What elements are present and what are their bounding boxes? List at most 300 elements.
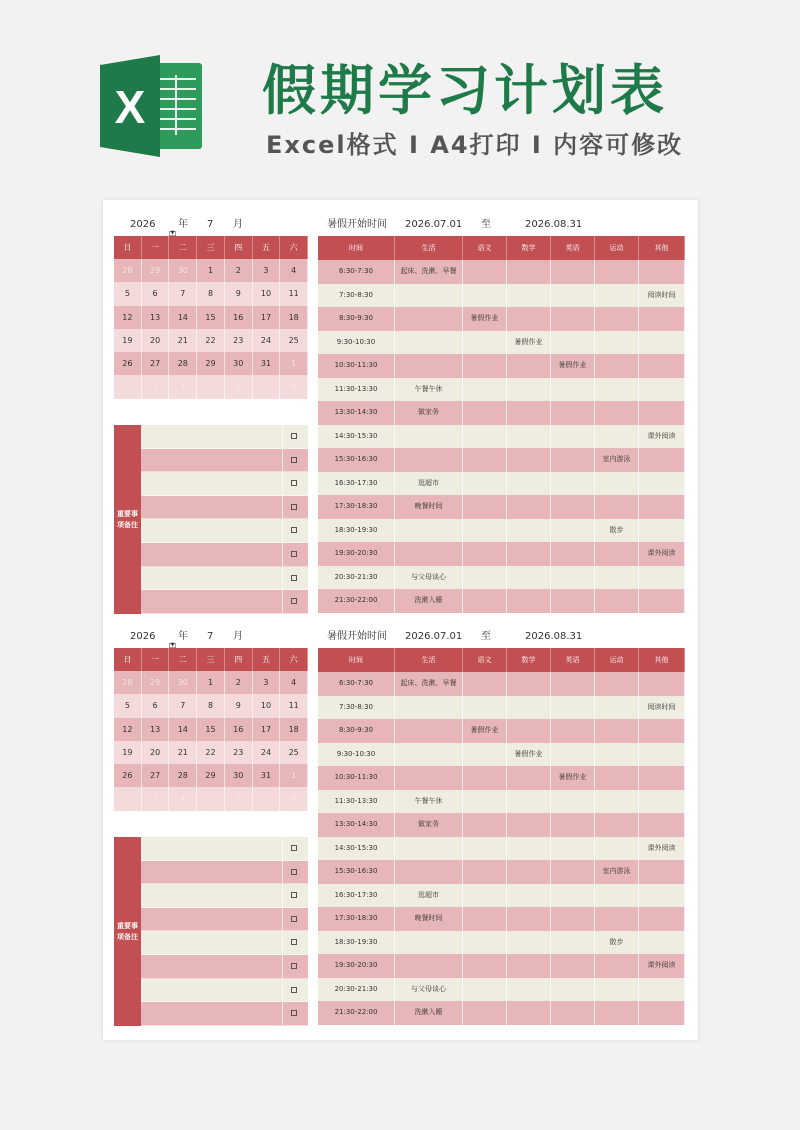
schedule-cell[interactable] (595, 790, 639, 814)
calendar-day[interactable]: 5 (197, 375, 225, 398)
schedule-cell[interactable]: 起床、洗漱、早餐 (395, 260, 463, 284)
calendar-day[interactable]: 31 (253, 764, 281, 787)
calendar-day[interactable]: 19 (114, 741, 142, 764)
calendar-day[interactable]: 1 (280, 352, 308, 375)
schedule-cell[interactable]: 室内游泳 (595, 448, 639, 472)
start-date[interactable]: 2026.07.01 (405, 631, 463, 642)
schedule-time-cell[interactable]: 20:30-21:30 (318, 566, 395, 590)
schedule-cell[interactable] (551, 837, 595, 861)
schedule-cell[interactable] (395, 425, 463, 449)
schedule-cell[interactable] (507, 284, 551, 308)
schedule-cell[interactable] (595, 696, 639, 720)
schedule-time-cell[interactable]: 19:30-20:30 (318, 954, 395, 978)
schedule-cell[interactable] (463, 566, 507, 590)
schedule-cell[interactable] (595, 907, 639, 931)
calendar-day[interactable]: 7 (253, 375, 281, 398)
calendar-day[interactable]: 2 (114, 787, 142, 810)
schedule-cell[interactable] (507, 307, 551, 331)
schedule-cell[interactable] (463, 954, 507, 978)
calendar-day[interactable]: 13 (142, 306, 170, 329)
schedule-cell[interactable] (395, 284, 463, 308)
calendar-day[interactable]: 10 (253, 694, 281, 717)
schedule-cell[interactable] (463, 931, 507, 955)
schedule-cell[interactable] (595, 978, 639, 1002)
schedule-cell[interactable] (395, 519, 463, 543)
schedule-cell[interactable] (463, 907, 507, 931)
calendar-day[interactable]: 25 (280, 329, 308, 352)
schedule-cell[interactable] (639, 719, 685, 743)
schedule-cell[interactable]: 与父母谈心 (395, 978, 463, 1002)
calendar-day[interactable]: 29 (142, 671, 170, 694)
calendar-day[interactable]: 2 (225, 671, 253, 694)
note-row[interactable] (141, 425, 308, 449)
schedule-cell[interactable] (463, 378, 507, 402)
note-row[interactable] (141, 519, 308, 543)
schedule-cell[interactable]: 午餐午休 (395, 790, 463, 814)
calendar-day[interactable]: 16 (225, 718, 253, 741)
schedule-cell[interactable] (507, 954, 551, 978)
note-row[interactable] (141, 590, 308, 614)
schedule-cell[interactable] (551, 860, 595, 884)
note-row[interactable] (141, 496, 308, 520)
schedule-time-cell[interactable]: 9:30-10:30 (318, 743, 395, 767)
schedule-cell[interactable]: 暑假作业 (551, 354, 595, 378)
calendar-day[interactable]: 6 (225, 375, 253, 398)
calendar-day[interactable]: 29 (197, 352, 225, 375)
schedule-time-cell[interactable]: 18:30-19:30 (318, 519, 395, 543)
schedule-cell[interactable] (551, 884, 595, 908)
calendar-day[interactable]: 3 (253, 671, 281, 694)
calendar-day[interactable]: 7 (169, 282, 197, 305)
schedule-cell[interactable] (463, 1001, 507, 1025)
schedule-cell[interactable] (551, 472, 595, 496)
schedule-cell[interactable]: 洗漱入睡 (395, 589, 463, 613)
schedule-cell[interactable] (639, 401, 685, 425)
calendar-day[interactable]: 7 (253, 787, 281, 810)
calendar-day[interactable]: 3 (142, 375, 170, 398)
note-checkbox[interactable] (291, 892, 297, 898)
schedule-cell[interactable] (595, 719, 639, 743)
schedule-cell[interactable] (463, 766, 507, 790)
schedule-time-cell[interactable]: 7:30-8:30 (318, 284, 395, 308)
schedule-cell[interactable] (463, 284, 507, 308)
note-checkbox[interactable] (291, 575, 297, 581)
calendar-day[interactable]: 18 (280, 718, 308, 741)
schedule-cell[interactable] (507, 790, 551, 814)
schedule-cell[interactable]: 室内游泳 (595, 860, 639, 884)
year-value[interactable]: 2026 (130, 631, 156, 642)
schedule-cell[interactable] (507, 978, 551, 1002)
schedule-cell[interactable] (507, 813, 551, 837)
schedule-cell[interactable] (463, 837, 507, 861)
note-row[interactable] (141, 567, 308, 591)
schedule-cell[interactable] (595, 954, 639, 978)
schedule-cell[interactable] (463, 331, 507, 355)
schedule-cell[interactable] (639, 1001, 685, 1025)
schedule-cell[interactable] (507, 719, 551, 743)
calendar-day[interactable]: 20 (142, 329, 170, 352)
note-row[interactable] (141, 543, 308, 567)
schedule-cell[interactable] (463, 978, 507, 1002)
calendar-day[interactable]: 26 (114, 764, 142, 787)
calendar-day[interactable]: 10 (253, 282, 281, 305)
note-checkbox[interactable] (291, 551, 297, 557)
schedule-cell[interactable] (507, 860, 551, 884)
schedule-cell[interactable] (639, 495, 685, 519)
calendar-day[interactable]: 18 (280, 306, 308, 329)
schedule-cell[interactable] (395, 719, 463, 743)
schedule-cell[interactable] (551, 260, 595, 284)
note-checkbox[interactable] (291, 987, 297, 993)
schedule-cell[interactable] (463, 519, 507, 543)
schedule-cell[interactable] (507, 766, 551, 790)
note-checkbox[interactable] (291, 504, 297, 510)
note-row[interactable] (141, 884, 308, 908)
calendar-day[interactable]: 9 (225, 694, 253, 717)
schedule-cell[interactable] (551, 542, 595, 566)
schedule-cell[interactable] (551, 790, 595, 814)
schedule-time-cell[interactable]: 21:30-22:00 (318, 589, 395, 613)
schedule-time-cell[interactable]: 10:30-11:30 (318, 766, 395, 790)
schedule-cell[interactable] (595, 378, 639, 402)
month-value[interactable]: 7 (207, 219, 214, 230)
note-checkbox[interactable] (291, 527, 297, 533)
schedule-cell[interactable]: 暑假作业 (507, 743, 551, 767)
schedule-cell[interactable] (395, 696, 463, 720)
schedule-cell[interactable] (595, 495, 639, 519)
calendar-day[interactable]: 20 (142, 741, 170, 764)
schedule-cell[interactable] (463, 696, 507, 720)
schedule-cell[interactable] (551, 954, 595, 978)
schedule-cell[interactable] (551, 378, 595, 402)
schedule-cell[interactable]: 暑假作业 (463, 307, 507, 331)
schedule-cell[interactable]: 课外阅读 (639, 954, 685, 978)
calendar-day[interactable]: 9 (225, 282, 253, 305)
schedule-time-cell[interactable]: 14:30-15:30 (318, 425, 395, 449)
schedule-cell[interactable] (639, 884, 685, 908)
schedule-time-cell[interactable]: 6:30-7:30 (318, 260, 395, 284)
calendar-day[interactable]: 11 (280, 694, 308, 717)
calendar-day[interactable]: 5 (114, 694, 142, 717)
calendar-day[interactable]: 28 (114, 671, 142, 694)
schedule-cell[interactable] (639, 813, 685, 837)
calendar-day[interactable]: 30 (169, 671, 197, 694)
calendar-day[interactable]: 4 (280, 671, 308, 694)
schedule-time-cell[interactable]: 10:30-11:30 (318, 354, 395, 378)
schedule-time-cell[interactable]: 9:30-10:30 (318, 331, 395, 355)
schedule-time-cell[interactable]: 16:30-17:30 (318, 472, 395, 496)
schedule-time-cell[interactable]: 13:30-14:30 (318, 401, 395, 425)
schedule-cell[interactable] (395, 331, 463, 355)
schedule-cell[interactable] (395, 354, 463, 378)
calendar-day[interactable]: 27 (142, 764, 170, 787)
note-checkbox[interactable] (291, 845, 297, 851)
schedule-time-cell[interactable]: 11:30-13:30 (318, 790, 395, 814)
calendar-day[interactable]: 5 (114, 282, 142, 305)
schedule-cell[interactable] (551, 566, 595, 590)
calendar-day[interactable]: 29 (197, 764, 225, 787)
schedule-time-cell[interactable]: 15:30-16:30 (318, 860, 395, 884)
schedule-cell[interactable] (507, 260, 551, 284)
schedule-cell[interactable] (395, 931, 463, 955)
calendar-day[interactable]: 1 (197, 671, 225, 694)
schedule-cell[interactable] (551, 307, 595, 331)
schedule-cell[interactable] (639, 260, 685, 284)
schedule-cell[interactable] (463, 495, 507, 519)
schedule-cell[interactable] (595, 425, 639, 449)
schedule-time-cell[interactable]: 17:30-18:30 (318, 495, 395, 519)
start-date[interactable]: 2026.07.01 (405, 219, 463, 230)
schedule-cell[interactable]: 逛超市 (395, 884, 463, 908)
calendar-day[interactable]: 28 (169, 764, 197, 787)
schedule-cell[interactable] (639, 672, 685, 696)
schedule-cell[interactable] (551, 448, 595, 472)
schedule-cell[interactable]: 阅读时间 (639, 284, 685, 308)
schedule-cell[interactable] (463, 448, 507, 472)
schedule-time-cell[interactable]: 8:30-9:30 (318, 307, 395, 331)
schedule-cell[interactable] (507, 589, 551, 613)
schedule-cell[interactable] (507, 1001, 551, 1025)
calendar-day[interactable]: 14 (169, 718, 197, 741)
schedule-cell[interactable] (507, 519, 551, 543)
schedule-cell[interactable] (507, 931, 551, 955)
schedule-cell[interactable] (463, 860, 507, 884)
note-row[interactable] (141, 908, 308, 932)
schedule-cell[interactable] (595, 837, 639, 861)
schedule-cell[interactable] (463, 813, 507, 837)
note-row[interactable] (141, 449, 308, 473)
calendar-day[interactable]: 6 (142, 282, 170, 305)
schedule-cell[interactable] (551, 696, 595, 720)
schedule-time-cell[interactable]: 18:30-19:30 (318, 931, 395, 955)
calendar-day[interactable]: 4 (169, 375, 197, 398)
note-checkbox[interactable] (291, 939, 297, 945)
calendar-day[interactable]: 11 (280, 282, 308, 305)
schedule-cell[interactable]: 课外阅读 (639, 542, 685, 566)
schedule-cell[interactable] (463, 884, 507, 908)
calendar-day[interactable]: 5 (197, 787, 225, 810)
schedule-time-cell[interactable]: 19:30-20:30 (318, 542, 395, 566)
schedule-time-cell[interactable]: 6:30-7:30 (318, 672, 395, 696)
schedule-cell[interactable] (595, 472, 639, 496)
schedule-cell[interactable] (551, 1001, 595, 1025)
schedule-time-cell[interactable]: 20:30-21:30 (318, 978, 395, 1002)
calendar-day[interactable]: 2 (114, 375, 142, 398)
note-checkbox[interactable] (291, 480, 297, 486)
schedule-cell[interactable]: 课外阅读 (639, 425, 685, 449)
schedule-cell[interactable] (639, 766, 685, 790)
note-checkbox[interactable] (291, 598, 297, 604)
schedule-cell[interactable] (395, 542, 463, 566)
schedule-cell[interactable] (463, 401, 507, 425)
schedule-cell[interactable] (463, 354, 507, 378)
schedule-cell[interactable] (639, 472, 685, 496)
schedule-cell[interactable] (395, 743, 463, 767)
calendar-day[interactable]: 28 (169, 352, 197, 375)
schedule-time-cell[interactable]: 17:30-18:30 (318, 907, 395, 931)
calendar-day[interactable]: 2 (225, 259, 253, 282)
schedule-cell[interactable] (595, 284, 639, 308)
schedule-cell[interactable] (507, 495, 551, 519)
calendar-day[interactable]: 6 (142, 694, 170, 717)
schedule-cell[interactable] (595, 766, 639, 790)
schedule-cell[interactable] (639, 790, 685, 814)
schedule-cell[interactable] (595, 331, 639, 355)
schedule-cell[interactable]: 起床、洗漱、早餐 (395, 672, 463, 696)
calendar-day[interactable]: 7 (169, 694, 197, 717)
calendar-day[interactable]: 28 (114, 259, 142, 282)
calendar-day[interactable]: 22 (197, 329, 225, 352)
note-checkbox[interactable] (291, 869, 297, 875)
note-row[interactable] (141, 931, 308, 955)
calendar-day[interactable]: 1 (280, 764, 308, 787)
schedule-cell[interactable] (507, 837, 551, 861)
schedule-cell[interactable] (639, 307, 685, 331)
calendar-day[interactable]: 4 (280, 259, 308, 282)
schedule-cell[interactable] (639, 566, 685, 590)
note-row[interactable] (141, 1002, 308, 1026)
note-row[interactable] (141, 861, 308, 885)
schedule-cell[interactable] (551, 519, 595, 543)
schedule-cell[interactable] (463, 542, 507, 566)
calendar-day[interactable]: 30 (169, 259, 197, 282)
schedule-cell[interactable] (463, 425, 507, 449)
calendar-day[interactable]: 12 (114, 306, 142, 329)
schedule-cell[interactable] (595, 813, 639, 837)
schedule-cell[interactable] (551, 495, 595, 519)
schedule-cell[interactable] (507, 696, 551, 720)
schedule-cell[interactable] (551, 719, 595, 743)
note-row[interactable] (141, 837, 308, 861)
schedule-cell[interactable]: 暑假作业 (507, 331, 551, 355)
schedule-cell[interactable] (551, 425, 595, 449)
calendar-day[interactable]: 4 (169, 787, 197, 810)
schedule-cell[interactable]: 与父母谈心 (395, 566, 463, 590)
calendar-day[interactable]: 8 (280, 787, 308, 810)
schedule-cell[interactable]: 晚餐时间 (395, 907, 463, 931)
calendar-day[interactable]: 22 (197, 741, 225, 764)
note-checkbox[interactable] (291, 963, 297, 969)
calendar-day[interactable]: 24 (253, 329, 281, 352)
schedule-cell[interactable] (639, 978, 685, 1002)
schedule-cell[interactable] (639, 589, 685, 613)
schedule-cell[interactable] (551, 401, 595, 425)
schedule-cell[interactable] (639, 860, 685, 884)
calendar-day[interactable]: 8 (280, 375, 308, 398)
calendar-day[interactable]: 23 (225, 329, 253, 352)
schedule-cell[interactable] (639, 931, 685, 955)
calendar-day[interactable]: 17 (253, 306, 281, 329)
schedule-cell[interactable] (463, 589, 507, 613)
schedule-cell[interactable] (595, 307, 639, 331)
calendar-day[interactable]: 17 (253, 718, 281, 741)
schedule-cell[interactable] (507, 472, 551, 496)
calendar-day[interactable]: 8 (197, 694, 225, 717)
schedule-cell[interactable] (595, 884, 639, 908)
schedule-cell[interactable]: 课外阅读 (639, 837, 685, 861)
calendar-day[interactable]: 21 (169, 329, 197, 352)
schedule-cell[interactable] (507, 672, 551, 696)
schedule-cell[interactable] (595, 542, 639, 566)
schedule-cell[interactable] (395, 954, 463, 978)
note-row[interactable] (141, 979, 308, 1003)
schedule-time-cell[interactable]: 11:30-13:30 (318, 378, 395, 402)
calendar-day[interactable]: 6 (225, 787, 253, 810)
schedule-cell[interactable] (595, 401, 639, 425)
calendar-day[interactable]: 26 (114, 352, 142, 375)
calendar-day[interactable]: 3 (142, 787, 170, 810)
schedule-cell[interactable] (507, 884, 551, 908)
schedule-cell[interactable] (463, 672, 507, 696)
schedule-time-cell[interactable]: 15:30-16:30 (318, 448, 395, 472)
calendar-day[interactable]: 30 (225, 764, 253, 787)
schedule-cell[interactable] (639, 331, 685, 355)
schedule-cell[interactable] (463, 472, 507, 496)
schedule-cell[interactable] (507, 425, 551, 449)
note-checkbox[interactable] (291, 916, 297, 922)
calendar-day[interactable]: 19 (114, 329, 142, 352)
calendar-day[interactable]: 15 (197, 306, 225, 329)
schedule-cell[interactable] (595, 589, 639, 613)
schedule-cell[interactable] (551, 589, 595, 613)
calendar-day[interactable]: 27 (142, 352, 170, 375)
schedule-cell[interactable] (551, 672, 595, 696)
end-date[interactable]: 2026.08.31 (525, 631, 583, 642)
calendar-day[interactable]: 21 (169, 741, 197, 764)
schedule-cell[interactable] (507, 907, 551, 931)
schedule-cell[interactable]: 阅读时间 (639, 696, 685, 720)
schedule-cell[interactable]: 做家务 (395, 813, 463, 837)
schedule-cell[interactable]: 暑假作业 (551, 766, 595, 790)
calendar-day[interactable]: 8 (197, 282, 225, 305)
schedule-cell[interactable] (463, 743, 507, 767)
schedule-cell[interactable] (595, 354, 639, 378)
schedule-cell[interactable] (639, 378, 685, 402)
schedule-cell[interactable] (639, 448, 685, 472)
schedule-cell[interactable] (507, 354, 551, 378)
schedule-cell[interactable] (507, 378, 551, 402)
calendar-day[interactable]: 23 (225, 741, 253, 764)
schedule-cell[interactable] (595, 1001, 639, 1025)
month-dropdown-icon[interactable]: ▼ (170, 230, 175, 236)
schedule-time-cell[interactable]: 21:30-22:00 (318, 1001, 395, 1025)
schedule-cell[interactable]: 午餐午休 (395, 378, 463, 402)
schedule-cell[interactable] (639, 519, 685, 543)
schedule-cell[interactable] (551, 978, 595, 1002)
calendar-day[interactable]: 25 (280, 741, 308, 764)
schedule-cell[interactable]: 暑假作业 (463, 719, 507, 743)
note-row[interactable] (141, 472, 308, 496)
calendar-day[interactable]: 24 (253, 741, 281, 764)
schedule-cell[interactable] (551, 284, 595, 308)
note-checkbox[interactable] (291, 457, 297, 463)
schedule-cell[interactable] (551, 743, 595, 767)
schedule-cell[interactable] (595, 260, 639, 284)
note-checkbox[interactable] (291, 433, 297, 439)
schedule-cell[interactable] (639, 354, 685, 378)
schedule-cell[interactable] (463, 260, 507, 284)
schedule-cell[interactable] (551, 331, 595, 355)
schedule-cell[interactable]: 晚餐时间 (395, 495, 463, 519)
schedule-cell[interactable]: 洗漱入睡 (395, 1001, 463, 1025)
calendar-day[interactable]: 12 (114, 718, 142, 741)
schedule-time-cell[interactable]: 14:30-15:30 (318, 837, 395, 861)
calendar-day[interactable]: 13 (142, 718, 170, 741)
calendar-day[interactable]: 15 (197, 718, 225, 741)
calendar-day[interactable]: 14 (169, 306, 197, 329)
schedule-cell[interactable] (639, 907, 685, 931)
calendar-day[interactable]: 16 (225, 306, 253, 329)
